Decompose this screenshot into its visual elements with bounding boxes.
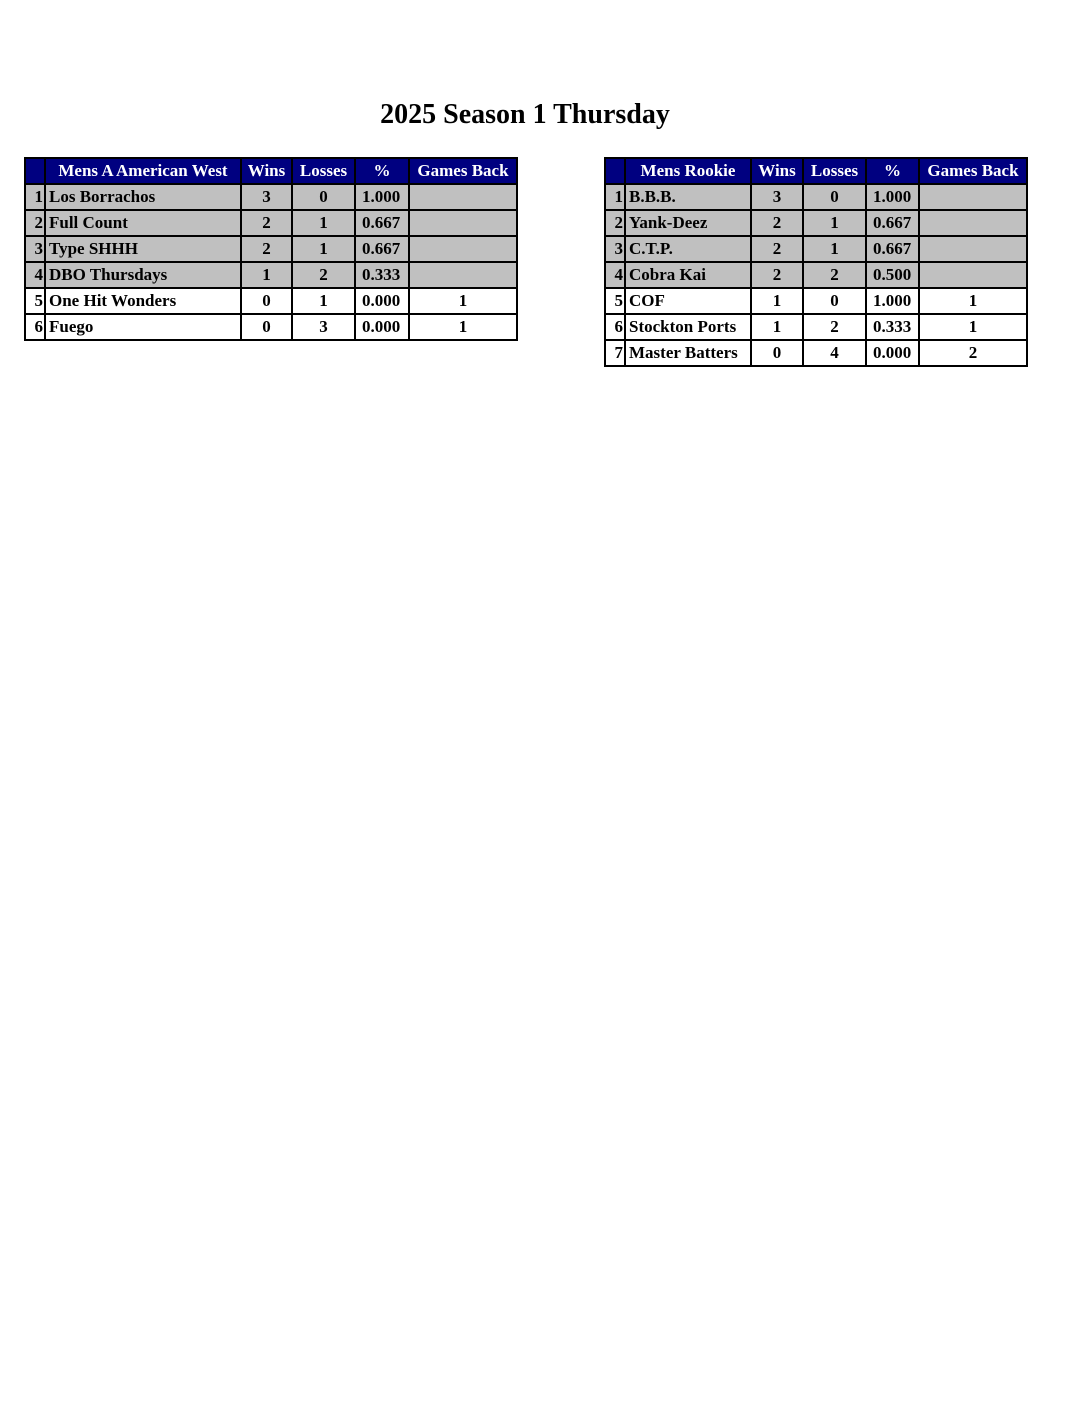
- table-row: [25, 184, 517, 210]
- header-row: [605, 158, 1027, 184]
- losses-header: Losses: [803, 158, 866, 184]
- wins-cell: 3: [241, 184, 292, 210]
- wins-cell: 2: [751, 210, 803, 236]
- standings-table-mens-rookie: [604, 157, 1028, 367]
- team-name-cell: Fuego: [45, 314, 241, 340]
- team-name-cell: Type SHHH: [45, 236, 241, 262]
- pct-header: %: [355, 158, 409, 184]
- losses-cell: 2: [292, 262, 355, 288]
- table-row: [605, 210, 1027, 236]
- wins-cell: 3: [751, 184, 803, 210]
- losses-cell: 0: [803, 288, 866, 314]
- page-title: 2025 Season 1 Thursday: [380, 99, 670, 130]
- table-row: [25, 236, 517, 262]
- games-back-cell: 1: [919, 314, 1027, 340]
- table-row: [605, 262, 1027, 288]
- games-back-cell: 1: [409, 314, 517, 340]
- losses-cell: 0: [803, 184, 866, 210]
- games-back-cell: 1: [409, 288, 517, 314]
- pct-cell: 0.333: [355, 262, 409, 288]
- pct-cell: 1.000: [866, 184, 919, 210]
- rank-cell: 1: [605, 184, 625, 210]
- wins-cell: 2: [241, 236, 292, 262]
- rank-cell: 1: [25, 184, 45, 210]
- losses-cell: 1: [292, 210, 355, 236]
- games-back-cell: [409, 262, 517, 288]
- pct-cell: 0.000: [866, 340, 919, 366]
- rank-cell: 4: [25, 262, 45, 288]
- rank-header: [605, 158, 625, 184]
- table-row: [25, 288, 517, 314]
- wins-cell: 0: [241, 314, 292, 340]
- table-row: [605, 340, 1027, 366]
- losses-header: Losses: [292, 158, 355, 184]
- team-name-cell: Stockton Ports: [625, 314, 751, 340]
- pct-cell: 0.500: [866, 262, 919, 288]
- team-name-cell: COF: [625, 288, 751, 314]
- losses-cell: 1: [292, 288, 355, 314]
- games-back-cell: [409, 210, 517, 236]
- team-name-cell: One Hit Wonders: [45, 288, 241, 314]
- wins-cell: 2: [241, 210, 292, 236]
- table-row: [25, 262, 517, 288]
- losses-cell: 2: [803, 262, 866, 288]
- wins-cell: 0: [241, 288, 292, 314]
- division-name-header: Mens Rookie: [625, 158, 751, 184]
- losses-cell: 1: [803, 210, 866, 236]
- pct-cell: 0.000: [355, 288, 409, 314]
- rank-cell: 4: [605, 262, 625, 288]
- games-back-cell: [919, 210, 1027, 236]
- table-row: [605, 314, 1027, 340]
- losses-cell: 3: [292, 314, 355, 340]
- losses-cell: 4: [803, 340, 866, 366]
- games-back-cell: 2: [919, 340, 1027, 366]
- rank-cell: 5: [605, 288, 625, 314]
- rank-cell: 2: [605, 210, 625, 236]
- wins-cell: 0: [751, 340, 803, 366]
- pct-cell: 0.000: [355, 314, 409, 340]
- wins-cell: 2: [751, 236, 803, 262]
- table-row: [605, 288, 1027, 314]
- table-row: [25, 210, 517, 236]
- pct-cell: 1.000: [355, 184, 409, 210]
- games-back-cell: [409, 184, 517, 210]
- wins-header: Wins: [241, 158, 292, 184]
- losses-cell: 2: [803, 314, 866, 340]
- games-back-cell: 1: [919, 288, 1027, 314]
- rank-cell: 3: [25, 236, 45, 262]
- games-back-header: Games Back: [409, 158, 517, 184]
- table-row: [605, 236, 1027, 262]
- pct-cell: 0.667: [866, 236, 919, 262]
- division-name-header: Mens A American West: [45, 158, 241, 184]
- wins-cell: 2: [751, 262, 803, 288]
- rank-cell: 6: [25, 314, 45, 340]
- standings-body: [605, 184, 1027, 366]
- pct-cell: 0.333: [866, 314, 919, 340]
- team-name-cell: Los Borrachos: [45, 184, 241, 210]
- team-name-cell: Cobra Kai: [625, 262, 751, 288]
- standings-table-mens-a-american-west: [24, 157, 518, 341]
- pct-cell: 0.667: [866, 210, 919, 236]
- games-back-cell: [919, 184, 1027, 210]
- team-name-cell: C.T.P.: [625, 236, 751, 262]
- games-back-cell: [409, 236, 517, 262]
- pct-cell: 0.667: [355, 236, 409, 262]
- wins-header: Wins: [751, 158, 803, 184]
- losses-cell: 1: [292, 236, 355, 262]
- team-name-cell: DBO Thursdays: [45, 262, 241, 288]
- games-back-header: Games Back: [919, 158, 1027, 184]
- standings-body: [25, 184, 517, 340]
- table-row: [25, 314, 517, 340]
- pct-header: %: [866, 158, 919, 184]
- rank-cell: 6: [605, 314, 625, 340]
- header-row: [25, 158, 517, 184]
- team-name-cell: Yank-Deez: [625, 210, 751, 236]
- wins-cell: 1: [751, 314, 803, 340]
- wins-cell: 1: [751, 288, 803, 314]
- games-back-cell: [919, 262, 1027, 288]
- losses-cell: 0: [292, 184, 355, 210]
- table-row: [605, 184, 1027, 210]
- losses-cell: 1: [803, 236, 866, 262]
- team-name-cell: Full Count: [45, 210, 241, 236]
- rank-cell: 7: [605, 340, 625, 366]
- pct-cell: 0.667: [355, 210, 409, 236]
- games-back-cell: [919, 236, 1027, 262]
- rank-cell: 3: [605, 236, 625, 262]
- rank-header: [25, 158, 45, 184]
- team-name-cell: Master Batters: [625, 340, 751, 366]
- rank-cell: 5: [25, 288, 45, 314]
- wins-cell: 1: [241, 262, 292, 288]
- team-name-cell: B.B.B.: [625, 184, 751, 210]
- rank-cell: 2: [25, 210, 45, 236]
- pct-cell: 1.000: [866, 288, 919, 314]
